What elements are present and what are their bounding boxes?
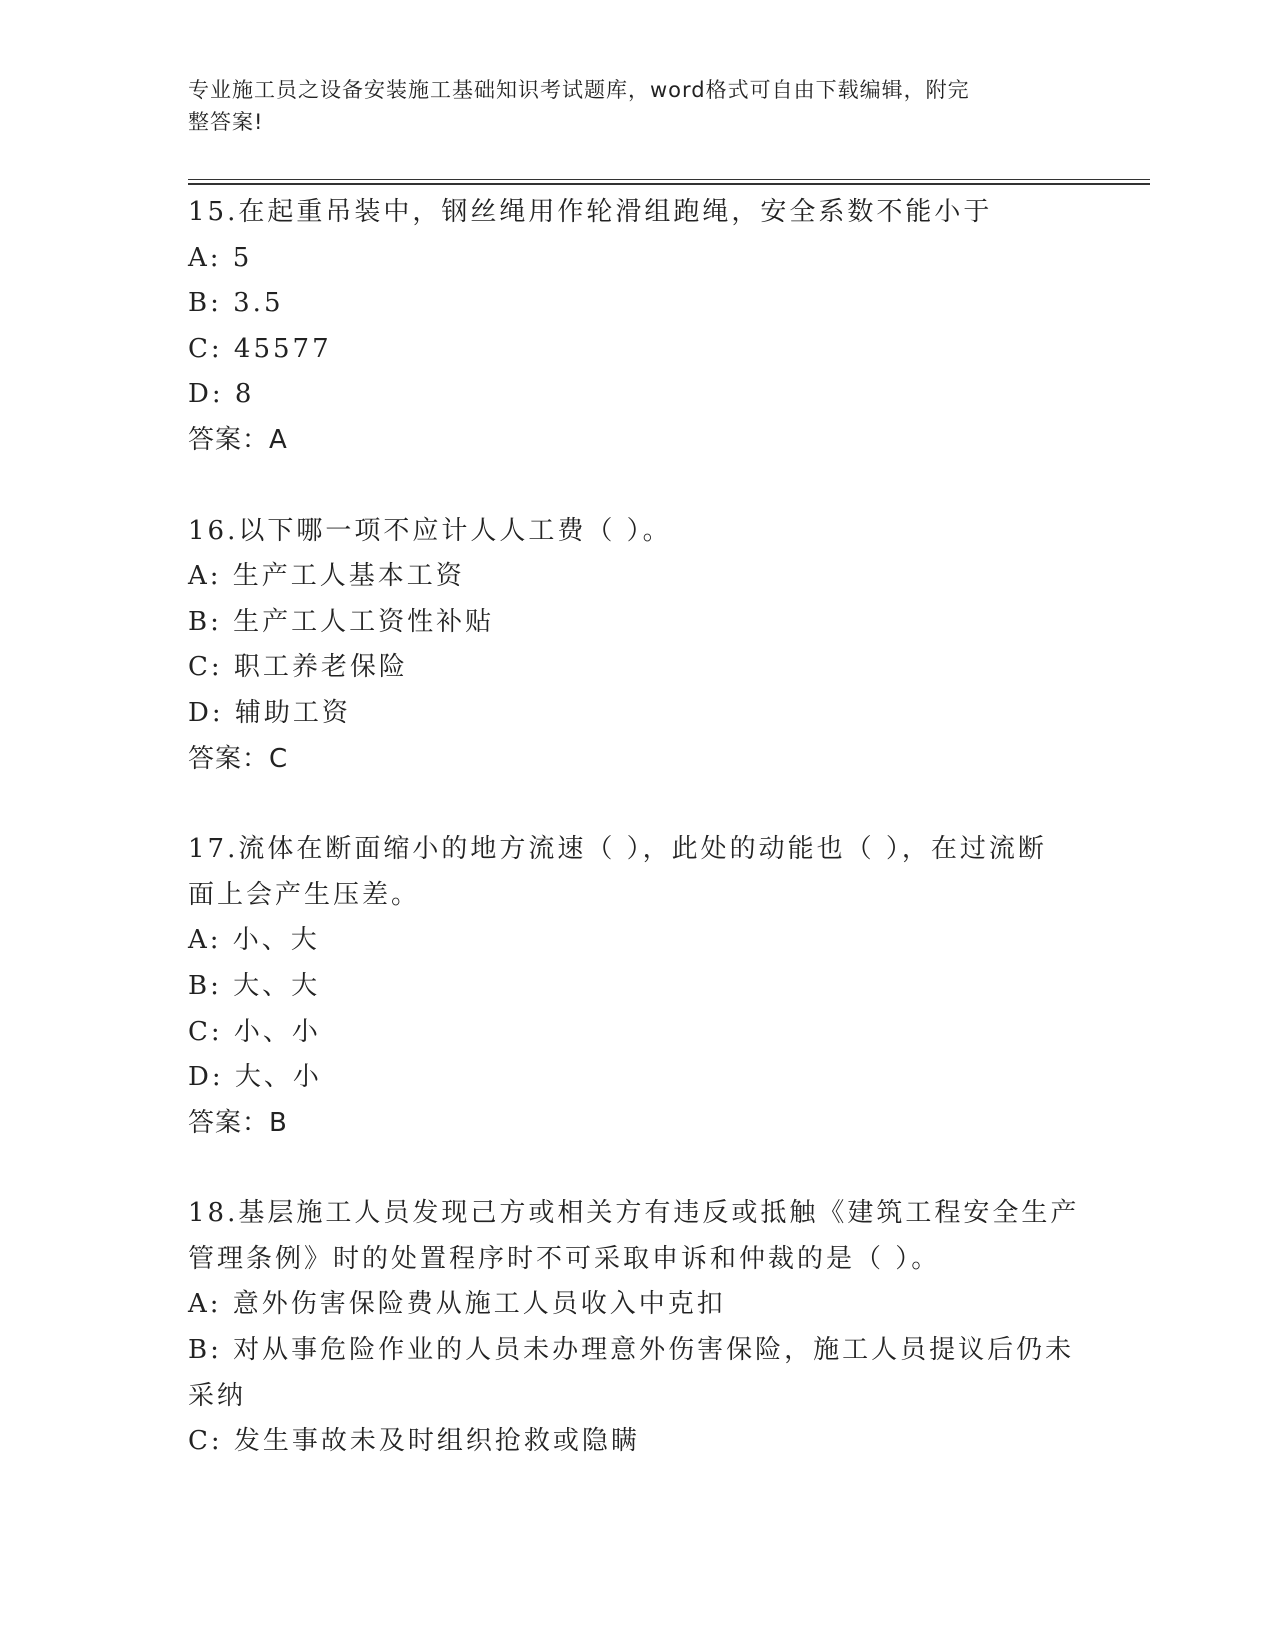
option-b: B: 对从事危险作业的人员未办理意外伤害保险，施工人员提议后仍未 [188, 1335, 1075, 1366]
question-stem: 16.以下哪一项不应计人人工费（ ）。 [188, 515, 672, 546]
question-stem: 15.在起重吊装中，钢丝绳用作轮滑组跑绳，安全系数不能小于 [188, 197, 993, 227]
question-17 [188, 827, 1088, 1146]
option-c: C: 职工养老保险 [188, 652, 408, 683]
option-b: B: 生产工人工资性补贴 [188, 606, 495, 637]
option-a: A: 5 [188, 242, 253, 273]
question-16 [188, 509, 1088, 783]
option-a: A: 意外伤害保险费从施工人员收入中克扣 [188, 1289, 726, 1320]
option-d: D: 辅助工资 [188, 697, 351, 728]
option-c: C: 小、小 [188, 1016, 321, 1047]
option-b: B: 3.5 [188, 288, 284, 319]
header-divider-thick [188, 183, 1150, 185]
question-stem: 17.流体在断面缩小的地方流速（ ），此处的动能也（ ），在过流断 [188, 834, 1047, 865]
question-stem-cont: 管理条例》时的处置程序时不可采取申诉和仲裁的是（ ）。 [188, 1243, 941, 1274]
option-d: D: 8 [188, 379, 255, 410]
answer: 答案：C [188, 743, 289, 774]
option-b: B: 大、大 [188, 970, 321, 1001]
option-b-cont: 采纳 [188, 1380, 247, 1411]
option-c: C: 45577 [188, 333, 332, 364]
header-line-2: 整答案! [188, 110, 264, 134]
question-list [188, 190, 1088, 1510]
question-stem: 18.基层施工人员发现己方或相关方有违反或抵触《建筑工程安全生产 [188, 1198, 1080, 1229]
header-line-1: 专业施工员之设备安装施工基础知识考试题库，word格式可自由下载编辑，附完 [188, 78, 970, 102]
option-c: C: 发生事故未及时组织抢救或隐瞒 [188, 1426, 640, 1457]
question-15 [188, 190, 1088, 464]
question-stem-cont: 面上会产生压差。 [188, 879, 421, 910]
header-divider-thin [188, 179, 1150, 180]
answer: 答案：B [188, 1107, 288, 1138]
answer: 答案：A [188, 424, 288, 455]
document-header [188, 74, 1068, 138]
question-18 [188, 1191, 1088, 1465]
option-d: D: 大、小 [188, 1062, 322, 1093]
option-a: A: 小、大 [188, 925, 320, 956]
option-a: A: 生产工人基本工资 [188, 561, 465, 592]
